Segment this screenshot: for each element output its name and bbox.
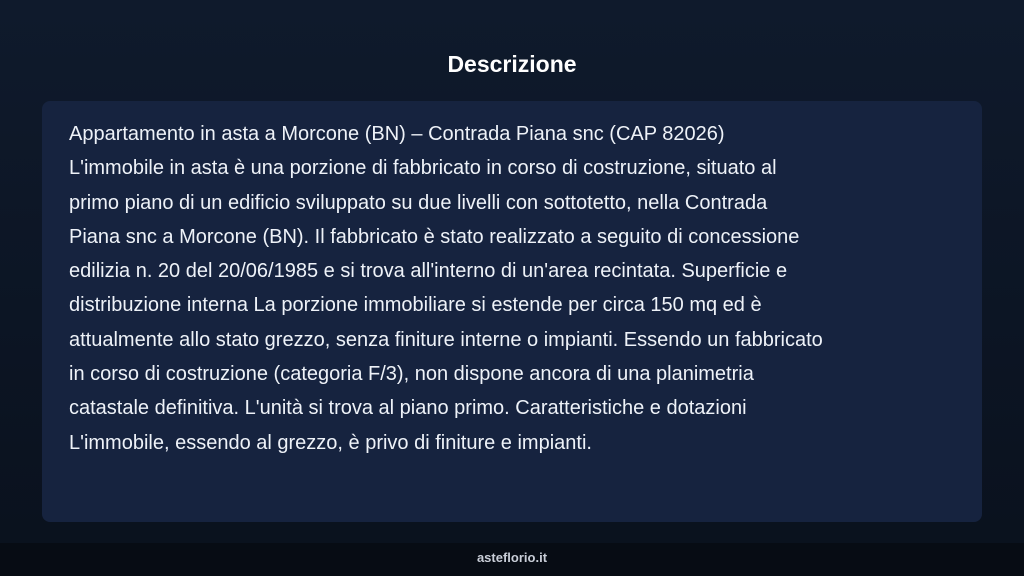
description-panel (42, 101, 982, 522)
footer-site-label: asteflorio.it (476, 550, 548, 565)
description-text: Appartamento in asta a Morcone (BN) – Contrada Piana snc (CAP 82026) L'immobile in asta è una porzione di fabbricato in corso di costruzione, situato al primo piano di un edificio sviluppato su due livelli con sottotetto, nella Contrada Piana snc a Morcone (BN). Il fabbricato è stato realizzato a seguito di concessione edilizia n. 20 del 20/06/1985 e si trova all'interno di un'area recintata. Superficie e distribuzione interna La porzione immobiliare si estende per circa 150 mq ed è attualmente allo stato grezzo, senza finiture interne o impianti. Essendo un fabbricato in corso di costruzione (categoria F/3), non dispone ancora di una planimetria catastale definitiva. L'unità si trova al piano primo. Caratteristiche e dotazioni L'immobile, essendo al grezzo, è privo di finiture e impianti. (69, 123, 823, 454)
footer-bar (0, 543, 1024, 576)
page-title: Descrizione (447, 51, 577, 77)
